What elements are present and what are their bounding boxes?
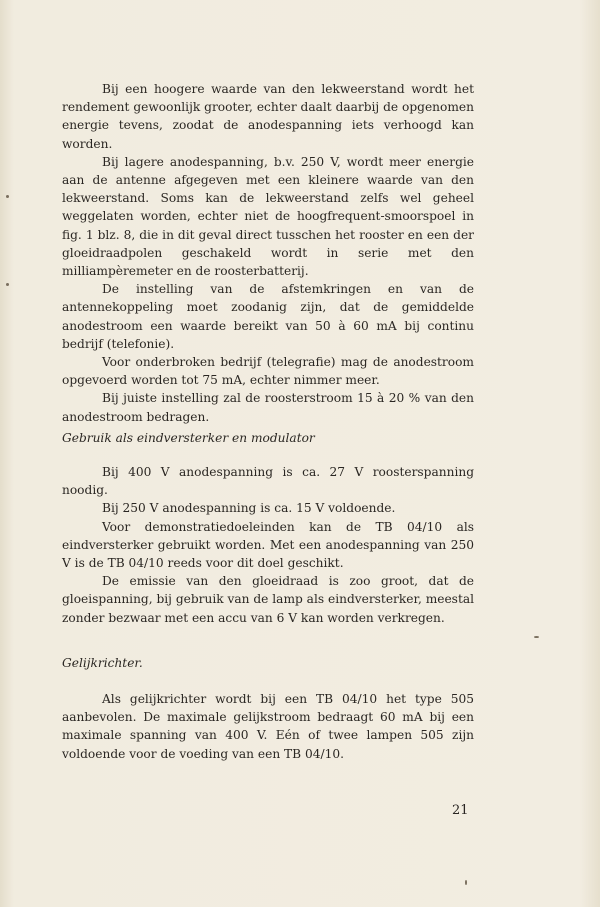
paragraph: Als gelijkrichter wordt bij een TB 04/10 het type 505 aanbevolen. De maximale gelijkstroom bedraagt 60 mA bij een maximale spanning van 400 V. Eén of twee lampen 505 zijn voldoende voor de voeding van een TB 04/10. <box>62 692 474 761</box>
section-heading-eindversterker: Gebruik als eindversterker en modulator <box>62 431 315 445</box>
paper-speck <box>534 636 539 638</box>
paragraph: Bij een hoogere waarde van den lekweerstand wordt het rendement gewoonlijk grooter, echter daalt daarbij de opgenomen energie tevens, zoodat de anodespanning iets verhoogd kan worden. <box>62 82 474 151</box>
section-eindversterker <box>62 463 474 627</box>
page-number: 21 <box>452 803 469 818</box>
paragraph: Bij lagere anodespanning, b.v. 250 V, wordt meer energie aan de antenne afgegeven met een kleinere waarde van den lekweerstand. Soms kan de lekweerstand zelfs wel geheel weggelaten worden, echter niet de hoogfrequent-smoorspoel in fig. 1 blz. 8, die in dit geval direct tusschen het rooster en een der gloeidraadpolen geschakeld wordt in serie met den milliampèremeter en de roosterbatterij. <box>62 154 474 279</box>
paper-speck <box>6 283 9 286</box>
paragraph: Bij 400 V anodespanning is ca. 27 V roosterspanning noodig. <box>62 465 474 498</box>
paragraph: Voor demonstratiedoeleinden kan de TB 04/10 als eindversterker gebruikt worden. Met een anodespanning van 250 V is de TB 04/10 reeds voor dit doel geschikt. <box>62 519 474 571</box>
section-gelijkrichter <box>62 690 474 763</box>
section-heading-gelijkrichter: Gelijkrichter. <box>62 656 143 670</box>
paragraph: De emissie van den gloeidraad is zoo groot, dat de gloeispanning, bij gebruik van de lamp als eindversterker, meestal zonder bezwaar met een accu van 6 V kan worden verkregen. <box>62 574 474 625</box>
paragraph: Bij 250 V anodespanning is ca. 15 V voldoende. <box>102 501 396 516</box>
paper-speck <box>6 195 9 198</box>
paragraph: De instelling van de afstemkringen en van de antennekoppeling moet zoodanig zijn, dat de gemiddelde anodestroom een waarde bereikt van 50 à 60 mA bij continu bedrijf (telefonie). <box>62 282 474 351</box>
paragraph: Bij juiste instelling zal de roosterstroom 15 à 20 % van den anodestroom bedragen. <box>62 391 474 424</box>
section-lekweerstand <box>62 80 474 426</box>
paragraph: Voor onderbroken bedrijf (telegrafie) mag de anodestroom opgevoerd worden tot 75 mA, echter nimmer meer. <box>62 355 474 388</box>
paper-speck <box>465 880 467 885</box>
